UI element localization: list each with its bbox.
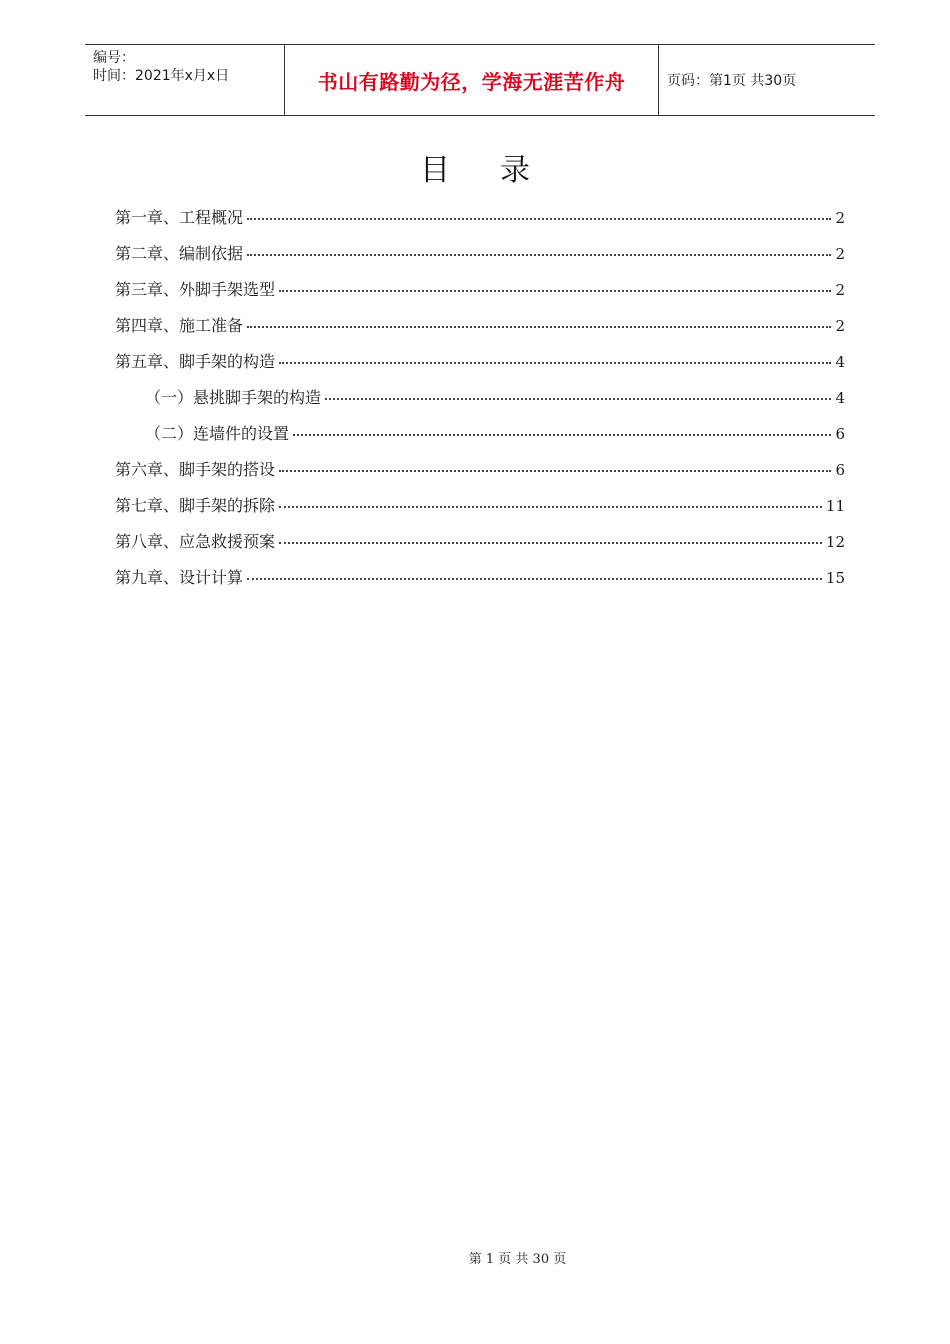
toc-entry[interactable] <box>115 421 845 457</box>
toc-title: 目录 <box>420 153 580 188</box>
header-slogan-cell <box>285 45 659 115</box>
toc-entry[interactable] <box>115 385 845 421</box>
toc-entry-label: 第二章、编制依据 <box>115 244 244 263</box>
toc-entry[interactable] <box>115 493 845 529</box>
header-page-info: 页码：第1页 共30页 <box>667 73 797 89</box>
table-of-contents <box>115 205 845 601</box>
toc-entry-page: 6 <box>835 425 845 443</box>
toc-entry[interactable] <box>115 277 845 313</box>
toc-entry-label: （二）连墙件的设置 <box>145 424 290 443</box>
toc-entry-label: 第九章、设计计算 <box>115 568 244 587</box>
toc-dot-leader <box>325 398 831 400</box>
page-header <box>85 44 875 116</box>
toc-dot-leader <box>279 506 822 508</box>
toc-entry-page: 2 <box>835 281 845 299</box>
toc-entry-label: 第四章、施工准备 <box>115 316 244 335</box>
toc-entry[interactable] <box>115 349 845 385</box>
toc-dot-leader <box>293 434 831 436</box>
header-meta-cell <box>85 45 285 115</box>
toc-entry-page: 4 <box>835 389 845 407</box>
header-page-cell <box>659 45 875 115</box>
toc-entry-page: 2 <box>835 245 845 263</box>
toc-entry[interactable] <box>115 241 845 277</box>
toc-entry-page: 2 <box>835 209 845 227</box>
toc-dot-leader <box>279 470 831 472</box>
toc-entry-label: 第三章、外脚手架选型 <box>115 280 276 299</box>
toc-dot-leader <box>279 542 822 544</box>
toc-dot-leader <box>279 362 831 364</box>
toc-dot-leader <box>247 254 831 256</box>
toc-entry-page: 12 <box>825 533 845 551</box>
toc-dot-leader <box>247 578 822 580</box>
toc-entry-page: 4 <box>835 353 845 371</box>
toc-entry[interactable] <box>115 565 845 601</box>
toc-entry[interactable] <box>115 457 845 493</box>
toc-dot-leader <box>279 290 831 292</box>
code-label: 编号： <box>93 50 135 66</box>
toc-entry-label: 第一章、工程概况 <box>115 208 244 227</box>
toc-entry-page: 11 <box>825 497 845 515</box>
toc-entry-label: 第五章、脚手架的构造 <box>115 352 276 371</box>
toc-entry-page: 2 <box>835 317 845 335</box>
toc-dot-leader <box>247 218 831 220</box>
toc-entry-label: （一）悬挑脚手架的构造 <box>145 388 322 407</box>
page-footer: 第 1 页 共 30 页 <box>468 1252 567 1267</box>
toc-entry-label: 第七章、脚手架的拆除 <box>115 496 276 515</box>
toc-dot-leader <box>247 326 831 328</box>
time-label: 时间：2021年x月x日 <box>93 68 230 84</box>
toc-entry-page: 6 <box>835 461 845 479</box>
toc-entry[interactable] <box>115 313 845 349</box>
toc-entry-label: 第六章、脚手架的搭设 <box>115 460 276 479</box>
toc-entry[interactable] <box>115 529 845 565</box>
toc-entry-page: 15 <box>825 569 845 587</box>
header-slogan: 书山有路勤为径，学海无涯苦作舟 <box>317 69 626 94</box>
toc-entry-label: 第八章、应急救援预案 <box>115 532 276 551</box>
toc-entry[interactable] <box>115 205 845 241</box>
